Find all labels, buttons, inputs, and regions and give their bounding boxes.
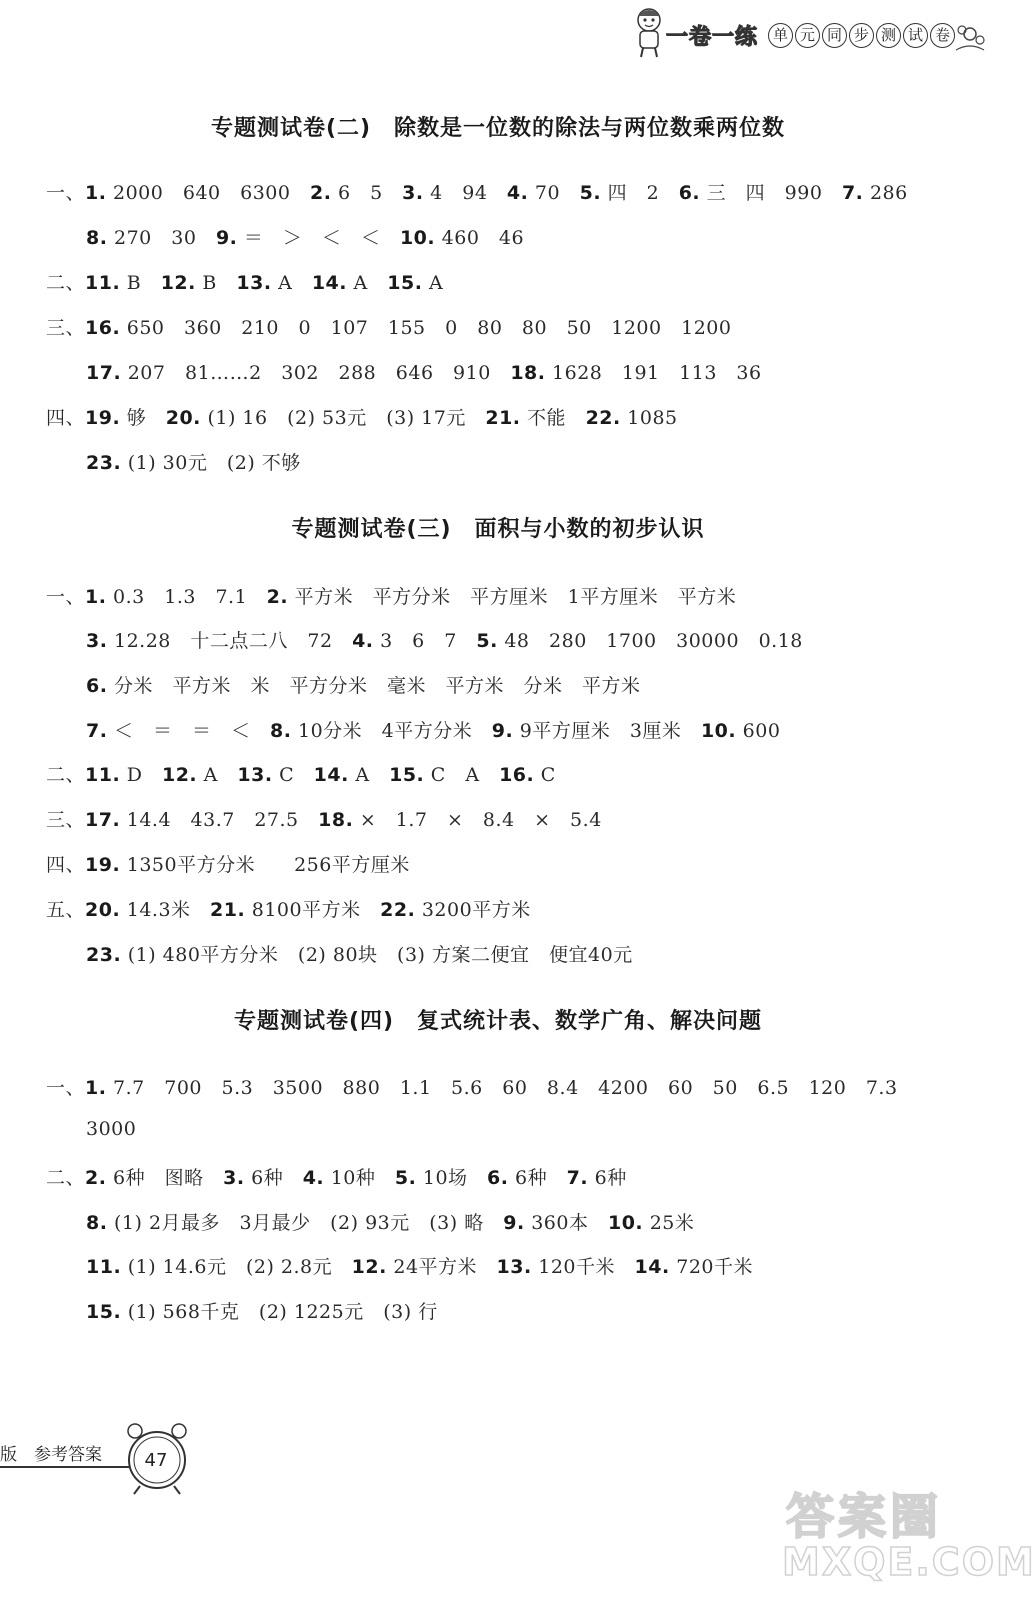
question-number: 5.: [579, 182, 602, 204]
brand-subtitle: [768, 23, 955, 48]
answer-text: B: [120, 272, 161, 294]
question-number: 19.: [85, 854, 121, 876]
brand-subtitle-char: 测: [876, 23, 901, 48]
question-number: 8.: [86, 227, 108, 249]
question-number: 15.: [86, 1301, 122, 1323]
question-number: 7.: [86, 720, 108, 742]
watermark-line-1: 答案圈: [786, 1489, 943, 1545]
question-number: 18.: [318, 809, 354, 831]
answer-line: [46, 1163, 627, 1190]
answer-text: 360本: [524, 1212, 608, 1234]
answer-text: 10场: [416, 1167, 488, 1189]
question-number: 23.: [86, 452, 122, 474]
question-number: 15.: [387, 272, 423, 294]
answer-text: 286: [863, 182, 908, 204]
question-number: 3.: [86, 630, 108, 652]
answer-line: [46, 268, 443, 295]
answer-line: [46, 178, 908, 205]
question-number: 10.: [700, 720, 737, 742]
answer-text: ＜ ＝ ＝ ＜: [107, 720, 270, 742]
question-number: 20.: [85, 899, 121, 921]
answer-line: [86, 448, 301, 475]
question-number: 9.: [503, 1212, 525, 1234]
question-number: 17.: [85, 809, 121, 831]
answer-line: [86, 1252, 753, 1279]
answer-line: [86, 716, 780, 743]
answer-text: 7.7 700 5.3 3500 880 1.1 5.6 60 8.4 4200 60 50 6.5 120 7.3: [106, 1077, 898, 1099]
answer-line: [86, 1118, 136, 1140]
brand-subtitle-char: 卷: [930, 23, 955, 48]
answer-text: 4 94: [423, 182, 507, 204]
brand: [660, 22, 955, 48]
answer-line: [86, 671, 641, 698]
answer-text: 二、: [46, 764, 86, 786]
question-number: 21.: [210, 899, 246, 921]
question-number: 6.: [86, 675, 108, 697]
answer-text: (1) 2月最多 3月最少 (2) 93元 (3) 略: [107, 1212, 504, 1234]
answer-line: [46, 805, 602, 832]
brand-subtitle-char: 同: [822, 23, 847, 48]
answer-text: 460 46: [435, 227, 525, 249]
question-number: 19.: [85, 407, 121, 429]
header-banner: [626, 6, 996, 62]
question-number: 10.: [607, 1212, 644, 1234]
answer-text: 6种: [508, 1167, 567, 1189]
answer-text: 四、: [46, 854, 86, 876]
answer-text: 四 2: [601, 182, 679, 204]
answer-text: 25米: [643, 1212, 695, 1234]
question-number: 2.: [85, 1167, 107, 1189]
question-number: 4.: [506, 182, 529, 204]
question-number: 23.: [86, 944, 122, 966]
answer-text: 一、: [46, 182, 86, 204]
question-number: 4.: [302, 1167, 325, 1189]
answer-text: 一、: [46, 586, 86, 608]
question-number: 9.: [215, 227, 238, 249]
question-number: 11.: [86, 1256, 122, 1278]
section-title-2: 专题测试卷(二) 除数是一位数的除法与两位数乘两位数: [210, 116, 786, 141]
watermark-logo: [778, 1478, 1036, 1596]
answer-text: 0.3 1.3 7.1: [106, 586, 267, 608]
question-number: 12.: [351, 1256, 387, 1278]
answer-text: 分米 平方米 米 平方分米 毫米 平方米 分米 平方米: [107, 675, 641, 697]
question-number: 13.: [237, 764, 273, 786]
answer-text: 够: [120, 407, 166, 429]
answer-line: [86, 626, 803, 653]
answer-text: ＝ ＞ ＜ ＜: [237, 227, 400, 249]
answer-text: 1628 191 113 36: [545, 362, 762, 384]
answer-text: 720千米: [669, 1256, 753, 1278]
question-number: 9.: [491, 720, 514, 742]
answer-text: C: [272, 764, 314, 786]
answer-text: 10种: [324, 1167, 395, 1189]
answer-text: 二、: [46, 272, 86, 294]
answer-text: (1) 480平方分米 (2) 80块 (3) 方案二便宜 便宜40元: [121, 944, 633, 966]
answer-line: [46, 313, 731, 340]
question-number: 21.: [485, 407, 521, 429]
answer-text: 24平方米: [386, 1256, 497, 1278]
brand-subtitle-char: 元: [795, 23, 820, 48]
answer-text: 三、: [46, 809, 86, 831]
question-number: 6.: [678, 182, 701, 204]
question-number: 3.: [223, 1167, 245, 1189]
answer-line: [86, 1208, 694, 1235]
brand-title: 一卷一练: [666, 24, 759, 50]
answer-text: 3000: [86, 1118, 137, 1140]
answer-text: 600: [736, 720, 781, 742]
question-number: 14.: [634, 1256, 670, 1278]
answer-text: 一、: [46, 1077, 86, 1099]
answer-line: [46, 582, 736, 609]
answer-line: [46, 1073, 898, 1100]
question-number: 22.: [585, 407, 621, 429]
question-number: 8.: [270, 720, 292, 742]
answer-text: 3 6 7: [373, 630, 477, 652]
answer-line: [46, 850, 410, 877]
question-number: 20.: [165, 407, 201, 429]
answer-text: 3200平方米: [415, 899, 531, 921]
answer-text: 70: [528, 182, 580, 204]
answer-text: 1085: [620, 407, 678, 429]
question-number: 7.: [841, 182, 864, 204]
question-number: 2.: [309, 182, 332, 204]
question-number: 13.: [496, 1256, 532, 1278]
answer-text: A: [197, 764, 238, 786]
brand-subtitle-char: 试: [903, 23, 928, 48]
answer-text: C A: [424, 764, 500, 786]
answer-text: 6种: [588, 1167, 627, 1189]
answer-text: 二、: [46, 1167, 86, 1189]
answer-text: 不能: [520, 407, 586, 429]
section-title-4: 专题测试卷(四) 复式统计表、数学广角、解决问题: [233, 1009, 763, 1034]
question-number: 11.: [85, 764, 121, 786]
answer-text: 9平方厘米 3厘米: [513, 720, 701, 742]
answer-text: 650 360 210 0 107 155 0 80 80 50 1200 1200: [120, 317, 732, 339]
section-title-3: 专题测试卷(三) 面积与小数的初步认识: [291, 517, 705, 542]
question-number: 16.: [499, 764, 535, 786]
answer-text: 48 280 1700 30000 0.18: [497, 630, 803, 652]
question-number: 1.: [85, 1077, 107, 1099]
brand-subtitle-char: 步: [849, 23, 874, 48]
answer-line: [86, 940, 633, 967]
answer-text: 207 81……2 302 288 646 910: [121, 362, 511, 384]
answer-line: [46, 760, 556, 787]
answer-text: (1) 30元 (2) 不够: [121, 452, 301, 474]
question-number: 4.: [352, 630, 374, 652]
answer-text: 120千米: [531, 1256, 635, 1278]
answer-text: A: [347, 272, 388, 294]
question-number: 11.: [85, 272, 121, 294]
question-number: 18.: [510, 362, 546, 384]
answer-text: B: [195, 272, 237, 294]
answer-text: A: [348, 764, 390, 786]
answer-text: A: [271, 272, 312, 294]
question-number: 5.: [476, 630, 498, 652]
footer-label: 版 参考答案: [0, 1445, 102, 1465]
answer-text: 14.3米: [120, 899, 211, 921]
question-number: 14.: [311, 272, 347, 294]
answer-line: [46, 403, 678, 430]
answer-text: 8100平方米: [245, 899, 381, 921]
footer-rule: [0, 1466, 130, 1468]
question-number: 22.: [380, 899, 416, 921]
answer-text: × 1.7 × 8.4 × 5.4: [353, 809, 602, 831]
question-number: 3.: [402, 182, 424, 204]
question-number: 5.: [394, 1167, 417, 1189]
question-number: 6.: [487, 1167, 509, 1189]
answer-text: 四、: [46, 407, 86, 429]
answer-text: D: [120, 764, 162, 786]
question-number: 10.: [399, 227, 436, 249]
page-number: 47: [144, 1450, 168, 1471]
answer-text: 10分米 4平方分米: [291, 720, 492, 742]
answer-text: 2000 640 6300: [106, 182, 310, 204]
answer-text: A: [422, 272, 444, 294]
question-number: 16.: [85, 317, 121, 339]
answer-text: (1) 14.6元 (2) 2.8元: [121, 1256, 352, 1278]
answer-text: (1) 16 (2) 53元 (3) 17元: [200, 407, 486, 429]
question-number: 8.: [86, 1212, 108, 1234]
brand-subtitle-char: 单: [768, 23, 793, 48]
answer-text: (1) 568千克 (2) 1225元 (3) 行: [121, 1301, 438, 1323]
question-number: 17.: [86, 362, 122, 384]
answer-text: 三 四 990: [700, 182, 842, 204]
question-number: 12.: [160, 272, 196, 294]
question-number: 1.: [85, 586, 107, 608]
answer-text: C: [534, 764, 556, 786]
answer-text: 平方米 平方分米 平方厘米 1平方厘米 平方米: [288, 586, 737, 608]
answer-line: [46, 895, 531, 922]
answer-line: [86, 223, 524, 250]
answer-line: [86, 358, 762, 385]
answer-text: 1350平方分米 256平方厘米: [120, 854, 410, 876]
watermark-line-2: MXQE.COM: [782, 1540, 1036, 1584]
answer-text: 14.4 43.7 27.5: [120, 809, 319, 831]
answer-text: 6 5: [331, 182, 403, 204]
answer-text: 270 30: [107, 227, 216, 249]
answer-text: 6种 图略: [106, 1167, 224, 1189]
question-number: 12.: [161, 764, 198, 786]
answer-line: [86, 1297, 438, 1324]
question-number: 14.: [313, 764, 349, 786]
answer-text: 12.28 十二点二八 72: [107, 630, 353, 652]
question-number: 13.: [236, 272, 272, 294]
answer-text: 6种: [244, 1167, 303, 1189]
question-number: 7.: [566, 1167, 589, 1189]
answer-text: 五、: [46, 899, 86, 921]
question-number: 1.: [85, 182, 107, 204]
answer-text: 三、: [46, 317, 86, 339]
question-number: 15.: [389, 764, 425, 786]
question-number: 2.: [266, 586, 289, 608]
flower-decoration-icon: [950, 20, 990, 56]
